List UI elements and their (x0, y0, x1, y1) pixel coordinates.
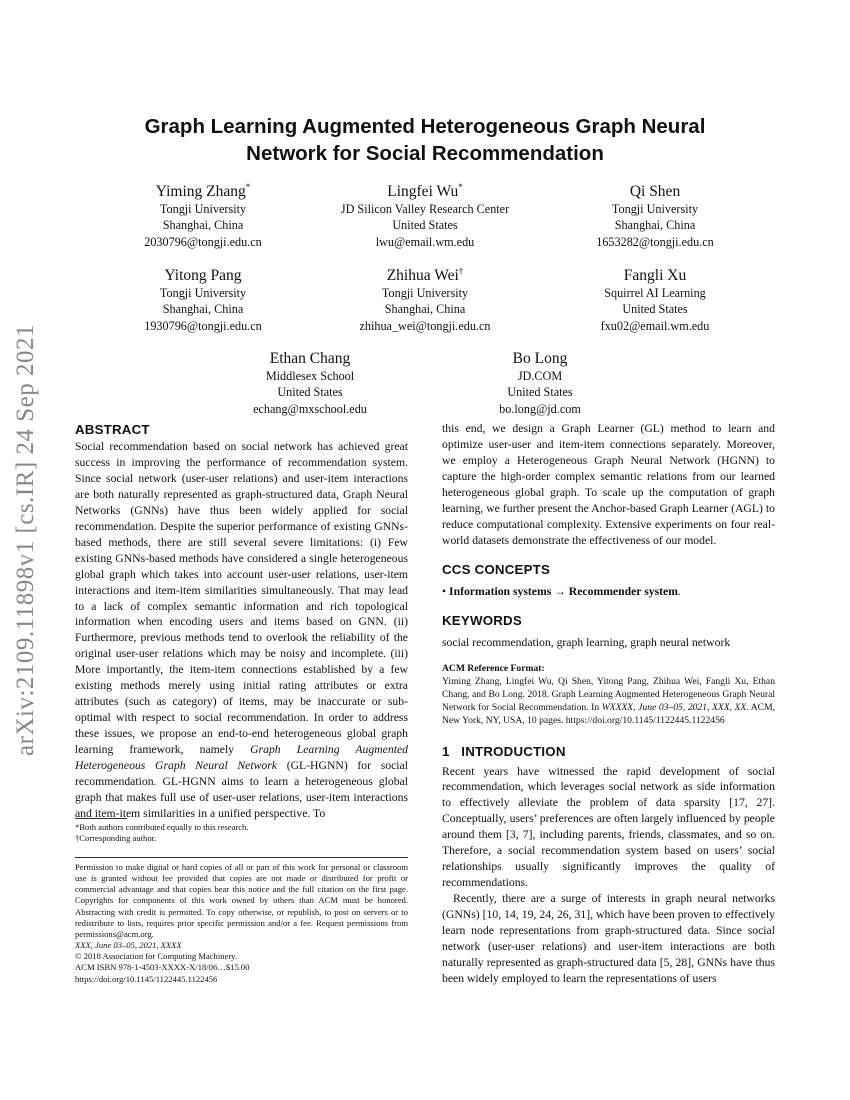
footnote-equal-contribution: *Both authors contributed equally to this research. (75, 822, 249, 832)
intro-paragraph-1: Recent years have witnessed the rapid development of social recommendation, which leverages social network as side information to effectively alleviate the problem of data sparsity [17, 27]. Conceptually, users’ preferences are often largely influenced by people around them [3, 7], including parents, friends, classmates, and so on. Therefore, a social recommendation system based on users’ social relationships usually significantly improves the quality of recommendations. (442, 764, 775, 890)
author-block (210, 345, 410, 417)
abstract-heading: ABSTRACT (75, 422, 150, 437)
author-location: United States (392, 218, 458, 233)
author-email[interactable]: lwu@email.wm.edu (375, 234, 475, 249)
arxiv-stamp-text: arXiv:2109.11898v1 [cs.IR] 24 Sep 2021 (12, 324, 40, 756)
author-affiliation: Tongji University (381, 286, 469, 301)
venue-line: XXX, June 03–05, 2021, XXXX (75, 940, 182, 951)
author-affiliation: JD.COM (517, 369, 563, 384)
isbn-line: ACM ISBN 978-1-4503-XXXX-X/18/06…$15.00 (75, 962, 250, 973)
paper-title (70, 113, 780, 167)
ccs-concepts: • Information systems → Recommender system. (442, 584, 681, 598)
acm-reference-heading: ACM Reference Format: (442, 662, 545, 674)
author-affiliation: Tongji University (159, 286, 247, 301)
author-name: Qi Shen (629, 183, 681, 201)
author-email[interactable]: 1653282@tongji.edu.cn (596, 234, 714, 249)
author-affiliation: Squirrel AI Learning (604, 286, 706, 301)
author-name: Fangli Xu (623, 267, 687, 285)
author-location: United States (277, 385, 343, 400)
author-name: Yiming Zhang* (155, 182, 251, 201)
author-location: Shanghai, China (384, 302, 466, 317)
author-block (550, 262, 760, 334)
title-line-1: Graph Learning Augmented Heterogeneous Graph Neural (144, 115, 706, 138)
abstract-paragraph: Social recommendation based on social network has achieved great success in improving the performance of recommendation system. Since social network (user-user relations) and user-item interactions are both naturally represented as graph-structured data, Graph Neural Networks (GNNs) have thus been widely applied for social recommendation. Despite the superior performance of existing GNNs-based methods, there are still several severe limitations: (i) Few existing GNNs-based methods have considered a single heterogeneous global graph which takes into account user-user relations, user-item interactions and item-item similarities simultaneously. That may lead to a lack of complex semantic information and rich topological information when encoding users and items based on GNN. (ii) Furthermore, previous methods tend to overlook the reliability of the original user-user relations which may be noisy and incomplete. (iii) More importantly, the item-item connections established by a few existing methods merely using initial rating attributes or extra attributes (such as category) of items, may be inaccurate or sub-optimal with respect to social recommendation. In order to address these issues, we propose an end-to-end heterogeneous global graph learning framework, namely Graph Learning Augmented Heterogeneous Graph Neural Network (GL-HGNN) for social recommendation. GL-HGNN aims to learn a heterogeneous global graph that makes full use of user-user relations, user-item interactions and item-item similarities in a unified perspective. To (75, 440, 408, 820)
acm-reference-text: Yiming Zhang, Lingfei Wu, Qi Shen, Yitong Pang, Zhihua Wei, Fangli Xu, Ethan Chang, and Bo Long. 2018. Graph Learning Augmented Heterogeneous Graph Neural Network for Social Recommendation. In WXXXX, June 03–05, 2021, XXX, XX. ACM, New York, NY, USA, 10 pages. https://doi.org/10.1145/1122445.1122456 (442, 675, 775, 726)
right-column (442, 421, 775, 987)
footnotes (75, 822, 408, 844)
author-email[interactable]: 2030796@tongji.edu.cn (144, 234, 262, 249)
author-block (315, 178, 535, 250)
introduction-heading: 1 INTRODUCTION (442, 743, 566, 759)
abstract-section (75, 421, 408, 822)
acm-reference (442, 662, 775, 727)
permission-block (75, 862, 408, 985)
author-location: Shanghai, China (162, 218, 244, 233)
author-affiliation: Tongji University (611, 202, 699, 217)
author-affiliation: Middlesex School (265, 369, 355, 384)
author-block (440, 345, 640, 417)
author-name: Ethan Chang (269, 350, 351, 368)
author-location: Shanghai, China (162, 302, 244, 317)
keywords-text: social recommendation, graph learning, graph neural network (442, 635, 731, 649)
keywords-heading: KEYWORDS (442, 612, 522, 628)
author-email[interactable]: fxu02@email.wm.edu (600, 318, 710, 333)
author-location: Shanghai, China (614, 218, 696, 233)
permission-text: Permission to make digital or hard copies of all or part of this work for personal or classroom use is granted without fee provided that copies are not made or distributed for profit or commercial advantage and that copies bear this notice and the full citation on the first page. Copyrights for components of this work owned by others than ACM must be honored. Abstracting with credit is permitted. To copy otherwise, or republish, to post on servers or to redistribute to lists, requires prior specific permission and/or a fee. Request permissions from permissions@acm.org. (75, 862, 408, 939)
author-block (315, 262, 535, 334)
author-name: Bo Long (512, 350, 568, 368)
ccs-heading: CCS CONCEPTS (442, 561, 551, 577)
footnote-corresponding: †Corresponding author. (75, 833, 157, 844)
author-name: Zhihua Wei† (386, 266, 464, 285)
footnote-rule (75, 818, 127, 819)
author-email[interactable]: echang@mxschool.edu (253, 401, 367, 416)
doi-line[interactable]: https://doi.org/10.1145/1122445.1122456 (75, 973, 218, 984)
author-email[interactable]: bo.long@jd.com (499, 401, 581, 416)
author-email[interactable]: zhihua_wei@tongji.edu.cn (359, 318, 491, 333)
author-affiliation: Tongji University (159, 202, 247, 217)
arxiv-stamp (2, 300, 50, 780)
author-name: Yitong Pang (164, 267, 242, 285)
author-location: United States (507, 385, 573, 400)
author-location: United States (622, 302, 688, 317)
author-affiliation: JD Silicon Valley Research Center (340, 202, 510, 217)
title-line-2: Network for Social Recommendation (246, 142, 604, 165)
author-block (98, 262, 308, 334)
permission-rule (75, 857, 408, 858)
intro-paragraph-2: Recently, there are a surge of interests in graph neural networks (GNNs) [10, 14, 19, 24, 26, 31], which have been proven to effectively learn node representations from graph-structured data. Since social network (user-user relations) and user-item interactions are both naturally represented as graph-structured data [5, 28], GNNs have thus been widely employed to learn the representations of users (442, 892, 775, 985)
author-block (98, 178, 308, 250)
abstract-continuation: this end, we design a Graph Learner (GL) method to learn and optimize user-user and item-item connections separately. Moreover, we employ a Heterogeneous Graph Neural Network (HGNN) to capture the high-order complex semantic relations from our learned heterogeneous global graph. To scale up the computation of graph learning, we further present the Anchor-based Graph Learner (AGL) to reduce computational complexity. Extensive experiments on four real-world datasets demonstrate the effectiveness of our model. (442, 422, 775, 547)
author-block (550, 178, 760, 250)
author-email[interactable]: 1930796@tongji.edu.cn (144, 318, 262, 333)
copyright-line: © 2018 Association for Computing Machinery. (75, 951, 238, 962)
author-name: Lingfei Wu* (387, 182, 463, 201)
